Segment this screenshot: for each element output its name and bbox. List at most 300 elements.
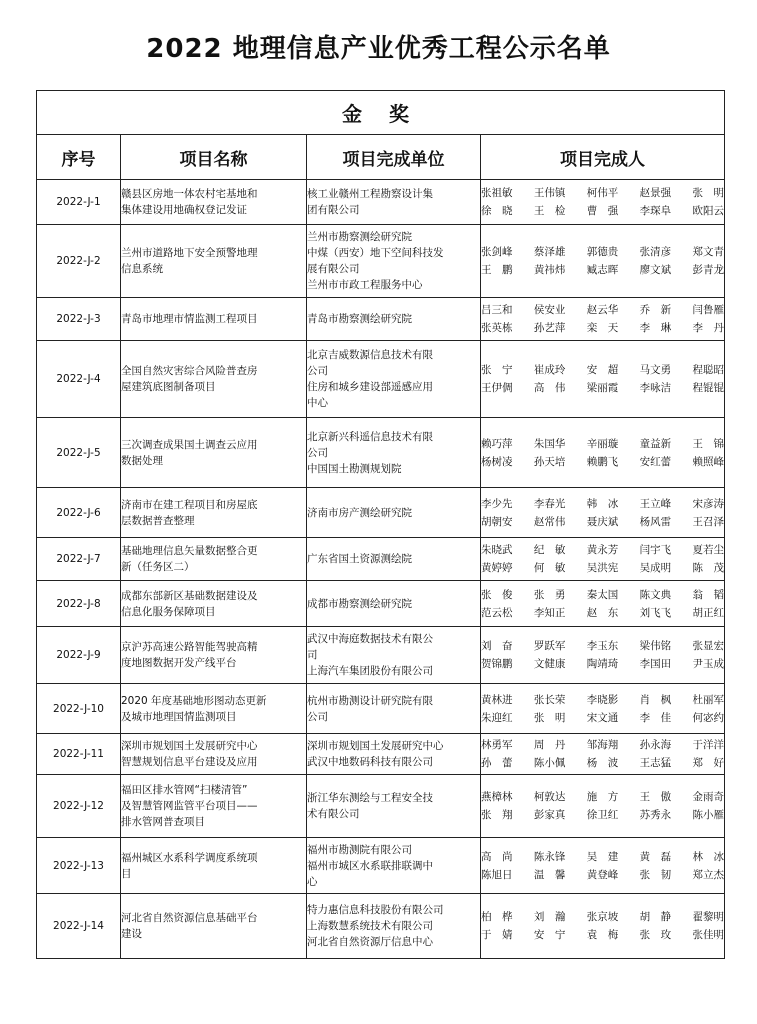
person-name: 安红蕾: [639, 455, 672, 468]
project-people: [481, 894, 725, 959]
person-name: 李咏洁: [639, 382, 672, 394]
person-name: 郭德贵: [586, 246, 619, 258]
project-number: 2022-J-2: [37, 225, 121, 298]
project-name-line: 信息化服务保障项目: [121, 605, 216, 618]
project-name: [121, 684, 307, 734]
organization-line: 团有限公司: [307, 204, 360, 216]
person-name: 李晓影: [586, 693, 619, 706]
person-name: 于洋洋: [692, 739, 724, 751]
person-name: 张英栋: [481, 322, 513, 334]
project-name: [121, 298, 307, 341]
project-number: 2022-J-4: [37, 341, 121, 418]
person-name: 郑文青: [692, 246, 724, 258]
organization-line: 核工业赣州工程勘察设计集: [307, 188, 433, 200]
person-name: 杨 波: [586, 757, 619, 769]
organization-line: 兰州市勘察测绘研究院: [307, 231, 412, 243]
table-body: [37, 180, 725, 959]
project-organization: [307, 298, 481, 341]
organization-line: 成都市勘察测绘研究院: [307, 597, 412, 610]
project-people: [481, 838, 725, 894]
people-line: [481, 655, 724, 673]
person-name: 孙 蕾: [481, 757, 513, 769]
person-name: 李 琳: [639, 322, 672, 334]
organization-line: 浙江华东测绘与工程安全技: [307, 792, 433, 804]
project-number: 2022-J-6: [37, 488, 121, 538]
person-name: 张京坡: [586, 911, 619, 923]
person-name: 孙天培: [533, 455, 566, 468]
award-level-row: [37, 91, 725, 135]
person-name: 林 冰: [692, 850, 724, 863]
person-name: 秦太国: [586, 588, 619, 601]
organization-line: 武汉中海庭数据技术有限公: [307, 633, 433, 645]
person-name: 陈 茂: [692, 562, 724, 574]
person-name: 安 超: [586, 364, 619, 376]
project-number: 2022-J-12: [37, 775, 121, 838]
project-number: 2022-J-8: [37, 581, 121, 627]
person-name: 朱迎红: [481, 711, 513, 724]
person-name: 曹 强: [586, 205, 619, 217]
table-row: [37, 684, 725, 734]
person-name: 张显宏: [692, 640, 724, 652]
person-name: 崔成玲: [533, 364, 566, 376]
person-name: 郑立杰: [692, 868, 724, 881]
organization-line: 兰州市市政工程服务中心: [307, 279, 423, 291]
person-name: 翟黎明: [692, 911, 724, 923]
project-name: [121, 538, 307, 581]
project-name-line: 福州城区水系科学调度系统项: [121, 851, 258, 864]
project-people: [481, 627, 725, 684]
project-number: 2022-J-1: [37, 180, 121, 225]
organization-line: 术有限公司: [307, 808, 360, 820]
organization-line: 河北省自然资源厅信息中心: [307, 936, 433, 948]
person-name: 辛丽璇: [586, 437, 619, 450]
project-people: [481, 775, 725, 838]
project-name-line: 集体建设用地确权登记发证: [121, 204, 247, 216]
person-name: 柯伟平: [586, 187, 619, 199]
person-name: 赖鹏飞: [586, 455, 619, 468]
person-name: 邹海翔: [586, 739, 619, 751]
project-people: [481, 581, 725, 627]
people-line: [481, 788, 724, 806]
project-people: [481, 225, 725, 298]
people-line: [481, 691, 724, 709]
people-line: [481, 453, 724, 471]
organization-line: 司: [307, 649, 318, 661]
person-name: 张佳明: [692, 929, 724, 941]
project-name: [121, 894, 307, 959]
person-name: 黄永芳: [586, 544, 619, 556]
people-line: [481, 586, 724, 604]
person-name: 赖巧萍: [481, 437, 513, 450]
person-name: 黄林进: [481, 693, 513, 706]
table-row: [37, 298, 725, 341]
person-name: 张 韧: [639, 868, 672, 881]
person-name: 梁丽霞: [586, 382, 619, 394]
organization-line: 福州市城区水系联排联调中: [307, 859, 433, 872]
project-name: [121, 775, 307, 838]
award-level: 金 奖: [37, 91, 725, 135]
person-name: 张 明: [533, 711, 566, 724]
project-number: 2022-J-13: [37, 838, 121, 894]
project-organization: [307, 684, 481, 734]
table-row: [37, 894, 725, 959]
person-name: 杨树凌: [481, 455, 513, 468]
person-name: 张 明: [692, 187, 724, 199]
person-name: 臧志晖: [586, 264, 619, 276]
people-line: [481, 541, 724, 559]
table-row: [37, 627, 725, 684]
person-name: 赵景强: [639, 187, 672, 199]
project-name: [121, 180, 307, 225]
people-line: [481, 495, 724, 513]
table-row: [37, 734, 725, 775]
person-name: 张 宁: [481, 364, 513, 376]
people-line: [481, 379, 724, 397]
person-name: 贺锦鹏: [481, 658, 513, 670]
project-people: [481, 180, 725, 225]
person-name: 乔 新: [639, 304, 672, 316]
person-name: 夏若尘: [692, 544, 724, 556]
person-name: 翁 韬: [692, 588, 724, 601]
table-row: [37, 341, 725, 418]
person-name: 何宓约: [692, 711, 724, 724]
person-name: 张 俊: [481, 588, 513, 601]
organization-line: 公司: [307, 365, 328, 377]
person-name: 温 馨: [533, 868, 566, 881]
organization-line: 青岛市勘察测绘研究院: [307, 313, 412, 325]
person-name: 刘 瀚: [533, 911, 566, 923]
project-name-line: 及城市地理国情监测项目: [121, 710, 237, 723]
header-number: 序号: [37, 135, 121, 180]
table-row: [37, 225, 725, 298]
people-line: [481, 848, 724, 866]
project-name: [121, 734, 307, 775]
header-people: 项目完成人: [481, 135, 725, 180]
project-name-line: 三次调查成果国土调查云应用: [121, 438, 258, 451]
person-name: 胡 静: [639, 911, 672, 923]
person-name: 张祖敏: [481, 187, 513, 199]
project-name-line: 福田区排水管网“扫楼清管”: [121, 784, 248, 796]
project-people: [481, 734, 725, 775]
person-name: 梁伟铭: [639, 640, 672, 652]
table-header-row: [37, 135, 725, 180]
person-name: 苏秀永: [639, 809, 672, 821]
person-name: 王 傲: [639, 791, 672, 803]
project-name: [121, 627, 307, 684]
project-number: 2022-J-5: [37, 418, 121, 488]
project-organization: [307, 627, 481, 684]
project-number: 2022-J-9: [37, 627, 121, 684]
person-name: 张 翔: [481, 809, 513, 821]
organization-line: 杭州市勘测设计研究院有限: [307, 694, 433, 707]
project-name-line: 京沪苏高速公路智能驾驶高精: [121, 641, 258, 653]
project-name-line: 屋建筑底图制备项目: [121, 381, 216, 393]
person-name: 张长荣: [533, 693, 566, 706]
people-line: [481, 604, 724, 622]
person-name: 刘 奋: [481, 640, 513, 652]
organization-line: 特力惠信息科技股份有限公司: [307, 904, 444, 916]
project-name-line: 数据处理: [121, 454, 163, 467]
table-row: [37, 488, 725, 538]
person-name: 陈旭日: [481, 868, 513, 881]
organization-line: 中国国土勘测规划院: [307, 462, 402, 475]
project-people: [481, 538, 725, 581]
person-name: 吕三和: [481, 304, 513, 316]
people-line: [481, 926, 724, 944]
person-name: 朱国华: [533, 437, 566, 450]
project-number: 2022-J-10: [37, 684, 121, 734]
person-name: 纪 敏: [533, 544, 566, 556]
person-name: 罗跃军: [533, 640, 566, 652]
project-name-line: 智慧规划信息平台建设及应用: [121, 756, 258, 768]
person-name: 宋文通: [586, 711, 619, 724]
project-organization: [307, 581, 481, 627]
table-row: [37, 775, 725, 838]
person-name: 彭青龙: [692, 264, 724, 276]
person-name: 王立峰: [639, 497, 672, 510]
person-name: 闫宇飞: [639, 544, 672, 556]
person-name: 王 鹏: [481, 264, 513, 276]
people-line: [481, 301, 724, 319]
person-name: 马文勇: [639, 364, 672, 376]
person-name: 王 检: [533, 205, 566, 217]
project-organization: [307, 538, 481, 581]
people-line: [481, 319, 724, 337]
organization-line: 广东省国土资源测绘院: [307, 553, 412, 565]
person-name: 刘飞飞: [639, 606, 672, 619]
person-name: 宋彦涛: [692, 497, 724, 510]
people-line: [481, 866, 724, 884]
project-name-line: 基础地理信息矢量数据整合更: [121, 545, 258, 557]
person-name: 李 佳: [639, 711, 672, 724]
person-name: 杨风雷: [639, 515, 672, 528]
project-name-line: 新（任务区二）: [121, 561, 195, 573]
people-line: [481, 637, 724, 655]
person-name: 王志猛: [639, 757, 672, 769]
person-name: 陈小佩: [533, 757, 566, 769]
organization-line: 上海数慧系统技术有限公司: [307, 920, 433, 932]
organization-line: 武汉中地数码科技有限公司: [307, 756, 433, 768]
person-name: 尹玉成: [692, 658, 724, 670]
person-name: 徐 晓: [481, 205, 513, 217]
people-line: [481, 361, 724, 379]
person-name: 赵常伟: [533, 515, 566, 528]
project-organization: [307, 838, 481, 894]
person-name: 范云松: [481, 606, 513, 619]
person-name: 程聪昭: [692, 364, 724, 376]
organization-line: 公司: [307, 446, 328, 459]
people-line: [481, 184, 724, 202]
person-name: 袁 梅: [586, 929, 619, 941]
project-name: [121, 838, 307, 894]
project-number: 2022-J-3: [37, 298, 121, 341]
project-name-line: 度地图数据开发产线平台: [121, 657, 237, 669]
person-name: 王召泽: [692, 515, 724, 528]
person-name: 高 尚: [481, 850, 513, 863]
project-name: [121, 581, 307, 627]
people-line: [481, 908, 724, 926]
project-name-line: 济南市在建工程项目和房屋底: [121, 498, 258, 511]
person-name: 闫鲁雁: [692, 304, 724, 316]
project-people: [481, 488, 725, 538]
organization-line: 济南市房产测绘研究院: [307, 506, 412, 519]
person-name: 赖照峰: [692, 455, 724, 468]
person-name: 张 玫: [639, 929, 672, 941]
page-title: 2022 地理信息产业优秀工程公示名单: [146, 34, 611, 64]
award-table: [36, 90, 725, 959]
person-name: 彭家真: [533, 809, 566, 821]
person-name: 于 婧: [481, 929, 513, 941]
people-line: [481, 806, 724, 824]
person-name: 文健康: [533, 658, 566, 670]
person-name: 王伟镇: [533, 187, 566, 199]
people-line: [481, 513, 724, 531]
organization-line: 中心: [307, 397, 328, 409]
project-organization: [307, 488, 481, 538]
person-name: 高 伟: [533, 382, 566, 394]
person-name: 聂庆斌: [586, 515, 619, 528]
person-name: 胡正红: [692, 606, 724, 619]
person-name: 柯敦达: [533, 791, 566, 803]
person-name: 黄婷婷: [481, 562, 513, 574]
project-name-line: 层数据普查整理: [121, 514, 195, 527]
person-name: 欧阳云: [692, 205, 724, 217]
person-name: 孙艺萍: [533, 322, 566, 334]
person-name: 李春光: [533, 497, 566, 510]
project-name-line: 成都东部新区基础数据建设及: [121, 589, 258, 602]
person-name: 栾 天: [586, 322, 619, 334]
organization-line: 上海汽车集团股份有限公司: [307, 665, 433, 677]
person-name: 童益新: [639, 437, 672, 450]
person-name: 何 敏: [533, 562, 566, 574]
organization-line: 住房和城乡建设部遥感应用: [307, 381, 433, 393]
person-name: 安 宁: [533, 929, 566, 941]
person-name: 王 锦: [692, 437, 724, 450]
person-name: 柏 桦: [481, 911, 513, 923]
project-number: 2022-J-14: [37, 894, 121, 959]
organization-line: 心: [307, 875, 318, 888]
organization-line: 北京吉威数源信息技术有限: [307, 349, 433, 361]
person-name: 陈永锋: [533, 850, 566, 863]
project-organization: [307, 341, 481, 418]
project-name-line: 青岛市地理市情监测工程项目: [121, 313, 258, 325]
people-line: [481, 709, 724, 727]
project-people: [481, 298, 725, 341]
person-name: 吴洪宪: [586, 562, 619, 574]
person-name: 张剑峰: [481, 246, 513, 258]
person-name: 王伊倜: [481, 382, 513, 394]
organization-line: 北京新兴科遥信息技术有限: [307, 430, 433, 443]
organization-line: 展有限公司: [307, 263, 360, 275]
person-name: 徐卫红: [586, 809, 619, 821]
person-name: 胡朝安: [481, 515, 513, 528]
project-organization: [307, 180, 481, 225]
project-number: 2022-J-7: [37, 538, 121, 581]
header-organization: 项目完成单位: [307, 135, 481, 180]
person-name: 吴成明: [639, 562, 672, 574]
person-name: 蔡泽雄: [533, 246, 566, 258]
project-organization: [307, 734, 481, 775]
header-project-name: 项目名称: [121, 135, 307, 180]
person-name: 张 勇: [533, 588, 566, 601]
table-row: [37, 838, 725, 894]
table-row: [37, 418, 725, 488]
person-name: 郑 好: [692, 757, 724, 769]
person-name: 赵云华: [586, 304, 619, 316]
people-line: [481, 736, 724, 754]
project-people: [481, 684, 725, 734]
person-name: 韩 冰: [586, 497, 619, 510]
person-name: 黄 磊: [639, 850, 672, 863]
person-name: 赵 东: [586, 606, 619, 619]
table-row: [37, 538, 725, 581]
project-name: [121, 488, 307, 538]
project-name-line: 排水管网普查项目: [121, 816, 205, 828]
person-name: 孙永海: [639, 739, 672, 751]
project-name-line: 全国自然灾害综合风险普查房: [121, 365, 258, 377]
person-name: 黄登峰: [586, 868, 619, 881]
person-name: 廖文斌: [639, 264, 672, 276]
project-name: [121, 418, 307, 488]
project-name-line: 河北省自然资源信息基础平台: [121, 912, 258, 924]
project-name-line: 赣县区房地一体农村宅基地和: [121, 188, 258, 200]
project-people: [481, 341, 725, 418]
project-name: [121, 225, 307, 298]
table-row: [37, 581, 725, 627]
project-name-line: 建设: [121, 928, 142, 940]
person-name: 侯安业: [533, 304, 566, 316]
person-name: 李国田: [639, 658, 672, 670]
project-name: [121, 341, 307, 418]
project-name-line: 及智慧管网监管平台项目——: [121, 800, 258, 812]
person-name: 吴 建: [586, 850, 619, 863]
person-name: 李 丹: [692, 322, 724, 334]
person-name: 陈文典: [639, 588, 672, 601]
organization-line: 深圳市规划国土发展研究中心: [307, 740, 444, 752]
person-name: 陈小雁: [692, 809, 724, 821]
people-line: [481, 559, 724, 577]
person-name: 张清彦: [639, 246, 672, 258]
people-line: [481, 261, 724, 279]
people-line: [481, 754, 724, 772]
organization-line: 中煤（西安）地下空间科技发: [307, 247, 444, 259]
organization-line: 福州市勘测院有限公司: [307, 843, 412, 856]
project-organization: [307, 775, 481, 838]
organization-line: 公司: [307, 710, 328, 723]
person-name: 林勇军: [481, 739, 513, 751]
project-number: 2022-J-11: [37, 734, 121, 775]
person-name: 陶靖琦: [586, 658, 619, 670]
project-name-line: 兰州市道路地下安全预警地理: [121, 247, 258, 259]
people-line: [481, 435, 724, 453]
person-name: 程锟锟: [692, 382, 724, 394]
project-name-line: 2020 年度基础地形图动态更新: [121, 694, 267, 707]
person-name: 金雨奇: [692, 791, 724, 803]
table-row: [37, 180, 725, 225]
person-name: 燕樟林: [481, 791, 513, 803]
project-organization: [307, 894, 481, 959]
person-name: 黄祎炜: [533, 264, 566, 276]
people-line: [481, 202, 724, 220]
project-name-line: 信息系统: [121, 263, 163, 275]
project-name-line: 深圳市规划国土发展研究中心: [121, 740, 258, 752]
person-name: 李知正: [533, 606, 566, 619]
person-name: 肖 枫: [639, 693, 672, 706]
people-line: [481, 243, 724, 261]
person-name: 杜丽军: [692, 693, 724, 706]
person-name: 李玉东: [586, 640, 619, 652]
person-name: 施 方: [586, 791, 619, 803]
